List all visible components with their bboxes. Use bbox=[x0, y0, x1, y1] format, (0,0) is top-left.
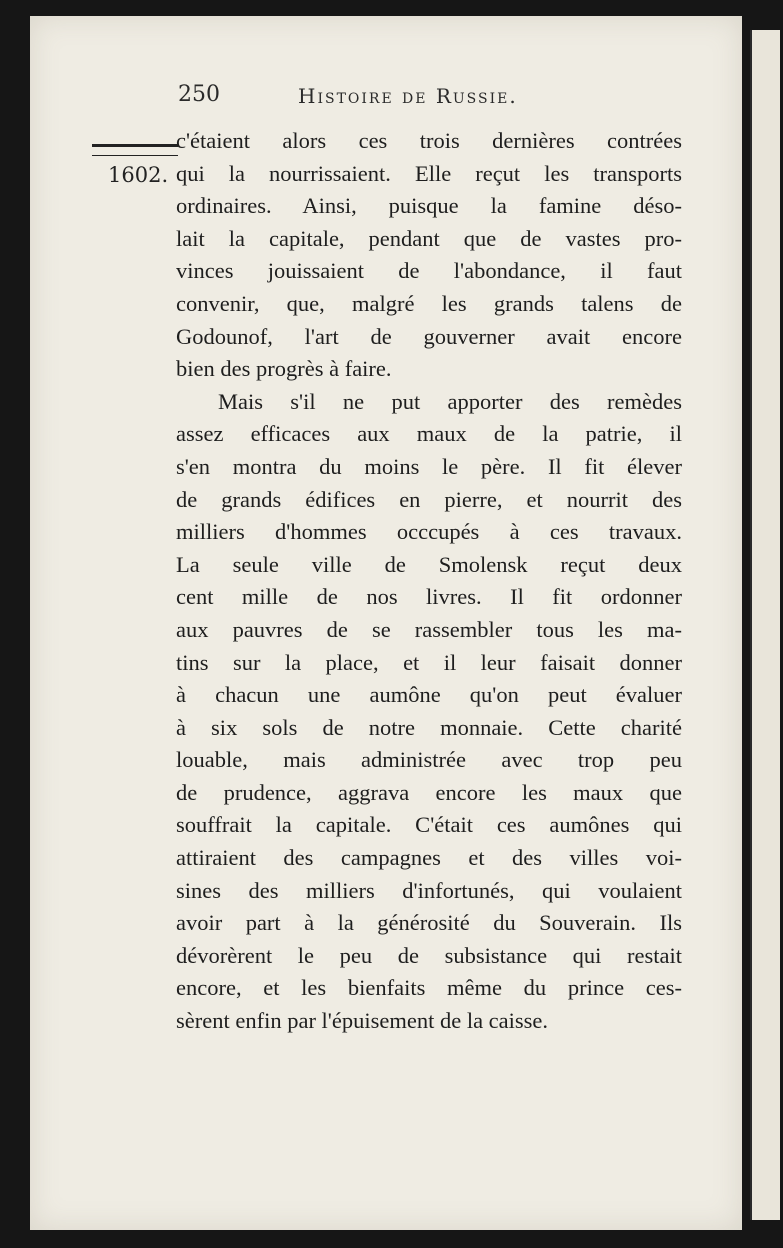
text-line: sines des milliers d'infortunés, qui voulaient bbox=[176, 877, 682, 903]
paragraph-1 bbox=[176, 125, 682, 386]
text-line: de prudence, aggrava encore les maux que bbox=[176, 779, 682, 805]
text-line: c'étaient alors ces trois dernières contrées bbox=[176, 128, 682, 153]
body-text bbox=[176, 125, 682, 1038]
text-line: cent mille de nos livres. Il fit ordonner bbox=[176, 584, 682, 610]
paragraph-2 bbox=[176, 386, 682, 1038]
text-line: Mais s'il ne put apporter des remèdes bbox=[218, 388, 682, 414]
page-header bbox=[178, 82, 678, 112]
text-line: encore, et les bienfaits même du prince ces- bbox=[176, 975, 682, 1001]
running-title: Histoire de Russie. bbox=[298, 84, 518, 108]
margin-year: 1602. bbox=[108, 163, 169, 187]
text-line: à chacun une aumône qu'on peut évaluer bbox=[176, 682, 682, 708]
text-line: souffrait la capitale. C'était ces aumônes qui bbox=[176, 812, 682, 838]
text-line: convenir, que, malgré les grands talens de bbox=[176, 290, 682, 316]
text-line: sèrent enfin par l'épuisement de la caisse. bbox=[176, 1008, 549, 1034]
text-line: tins sur la place, et il leur faisait donner bbox=[176, 649, 682, 675]
text-line: aux pauvres de se rassembler tous les ma- bbox=[176, 616, 682, 642]
text-line: lait la capitale, pendant que de vastes pro- bbox=[176, 225, 682, 251]
text-line: Godounof, l'art de gouverner avait encore bbox=[176, 323, 682, 349]
text-line: vinces jouissaient de l'abondance, il faut bbox=[176, 258, 682, 284]
text-line: La seule ville de Smolensk reçut deux bbox=[176, 551, 682, 577]
text-line: attiraient des campagnes et des villes voi- bbox=[176, 845, 682, 871]
text-line: ordinaires. Ainsi, puisque la famine déso- bbox=[176, 193, 682, 219]
text-line: louable, mais administrée avec trop peu bbox=[176, 747, 682, 773]
text-line: assez efficaces aux maux de la patrie, il bbox=[176, 421, 682, 447]
text-line: qui la nourrissaient. Elle reçut les transports bbox=[176, 160, 682, 186]
text-line: de grands édifices en pierre, et nourrit des bbox=[176, 486, 682, 512]
text-line: à six sols de notre monnaie. Cette charité bbox=[176, 714, 682, 740]
text-line: s'en montra du moins le père. Il fit élever bbox=[176, 453, 682, 479]
text-line: bien des progrès à faire. bbox=[176, 356, 392, 382]
text-line: milliers d'hommes occcupés à ces travaux. bbox=[176, 519, 682, 545]
adjacent-page-edge bbox=[750, 30, 780, 1220]
margin-rule bbox=[92, 144, 178, 156]
text-line: dévorèrent le peu de subsistance qui restait bbox=[176, 942, 682, 968]
text-line: avoir part à la générosité du Souverain. Ils bbox=[176, 910, 682, 936]
page-number: 250 bbox=[178, 82, 220, 107]
